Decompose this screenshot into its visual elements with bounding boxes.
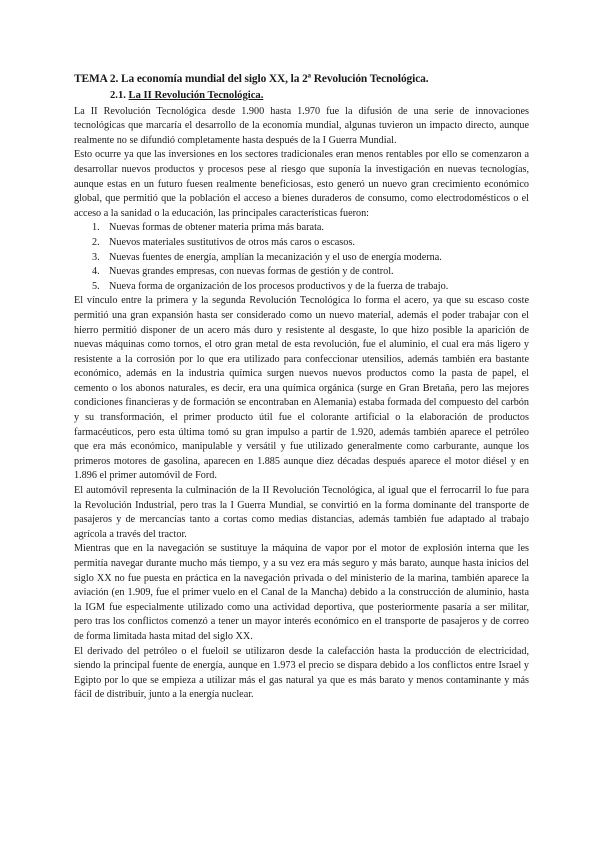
- list-item-text: Nueva forma de organización de los procesos productivos y de la fuerza de trabajo.: [109, 280, 449, 292]
- list-item-number: 3.: [92, 251, 100, 263]
- section-number: 2.1.: [110, 90, 126, 101]
- paragraph: El vínculo entre la primera y la segunda Revolución Tecnológica lo forma el acero, ya que su escaso coste permitió una gran expansión hasta ser considerado como un nuevo material, además el poder trabajar con el hierro permitió disponer de un acero más duro y resistente al desgaste, lo que hizo posible la aparición de nuevas máquinas como tornos, el otro gran metal de esta revolución, fue el aluminio, el cual era más ligero y resistente a la corrosión por lo que era utilizado para confeccionar utensilios, además también era bastante económico, además en la industria química surgen nuevos nuevos productos como la pasta de papel, el cemento o los abonos naturales, es decir, era una química orgánica (surge en Gran Bretaña, pero las mejores condiciones financieras y de formación se encontraban en Alemania) estaba formada del compuesto del carbón y su transformación, el primer producto útil fue el colorante artificial o la elaboración de productos farmacéuticos, pero esta última tomó su gran impulso a partir de 1.920, además también aparece el petróleo que era más económico, manipulable y versátil y fue utilizado generalmente como carburante, aunque los primeros motores de gasolina, aparecen en 1.885 aunque diez décadas después aparece el motor diésel y en 1.896 el primer automóvil de Ford.: [74, 295, 529, 482]
- document-title: TEMA 2. La economía mundial del siglo XX, la 2ª Revolución Tecnológica.: [74, 73, 429, 85]
- paragraph: Esto ocurre ya que las inversiones en los sectores tradicionales eran menos rentables por ello se comenzaron a desarrollar nuevos productos y procesos pese al riesgo que suponía la investigación en nuevas tecnologías, aunque estas en un futuro fuesen realmente beneficiosas, esto generó un nuevo gran crecimiento económico global, que permitió que la población el acceso a bienes duraderos de consumo, como electrodomésticos o el acceso a la sanidad o la educación, las principales características fueron:: [74, 149, 529, 219]
- list-item-number: 5.: [92, 280, 100, 292]
- list-item-text: Nuevos materiales sustitutivos de otros más caros o escasos.: [109, 236, 355, 248]
- list-item-text: Nuevas formas de obtener materia prima más barata.: [109, 222, 324, 234]
- list-item: [92, 280, 529, 295]
- list-item-number: 1.: [92, 222, 100, 234]
- characteristics-list: [74, 221, 529, 294]
- list-item-number: 4.: [92, 266, 100, 278]
- list-item: [92, 265, 529, 280]
- paragraph: Mientras que en la navegación se sustituye la máquina de vapor por el motor de explosión interna que les permitía navegar durante mucho más tiempo, y a su vez era más seguro y más barato, aunque hasta inicios del siglo XX no fue puesta en práctica en la navegación privada o del ministerio de la marina, también aparece la aviación (en 1.909, fue el primer vuelo en el Canal de la Mancha) debido a la construcción de aluminio, hasta la IGM fue especialmente utilizado como una actividad deportiva, que posteriormente pasaría a ser militar, pero tras los conflictos comenzó a tener un mayor interés económico en el transporte de pasajeros y de correo de forma limitada hasta mitad del siglo XX.: [74, 543, 529, 642]
- paragraph: El automóvil representa la culminación de la II Revolución Tecnológica, al igual que el ferrocarril lo fue para la Revolución Industrial, pero tras la I Guerra Mundial, se convirtió en la forma dominante del transporte de pasajeros y de mercancías tanto a cortas como medias distancias, además también fue adaptado al trabajo agrícola a través del tractor.: [74, 485, 529, 540]
- list-item: [92, 251, 529, 266]
- list-item-text: Nuevas grandes empresas, con nuevas formas de gestión y de control.: [109, 266, 394, 278]
- section-title: La II Revolución Tecnológica.: [128, 90, 264, 101]
- list-item-number: 2.: [92, 236, 100, 248]
- document-page: [74, 72, 529, 703]
- list-item: [92, 221, 529, 236]
- list-item-text: Nuevas fuentes de energía, amplían la mecanización y el uso de energía moderna.: [109, 251, 442, 263]
- section-heading: [74, 89, 529, 104]
- paragraph: El derivado del petróleo o el fueloil se utilizaron desde la calefacción hasta la producción de electricidad, siendo la principal fuente de energía, aunque en 1.973 el precio se dispara debido a los conflictos entre Israel y Egipto por lo que se empieza a utilizar más el gas natural ya que es más barato y menos contaminante y más fácil de distribuir, junto a la energía nuclear.: [74, 645, 529, 701]
- paragraph: La II Revolución Tecnológica desde 1.900 hasta 1.970 fue la difusión de una serie de innovaciones tecnológicas que marcaría el desarrollo de la economía mundial, algunas tuvieron un impacto directo, aunque realmente no se difundió completamente hasta después de la I Guerra Mundial.: [74, 105, 529, 146]
- list-item: [92, 236, 529, 251]
